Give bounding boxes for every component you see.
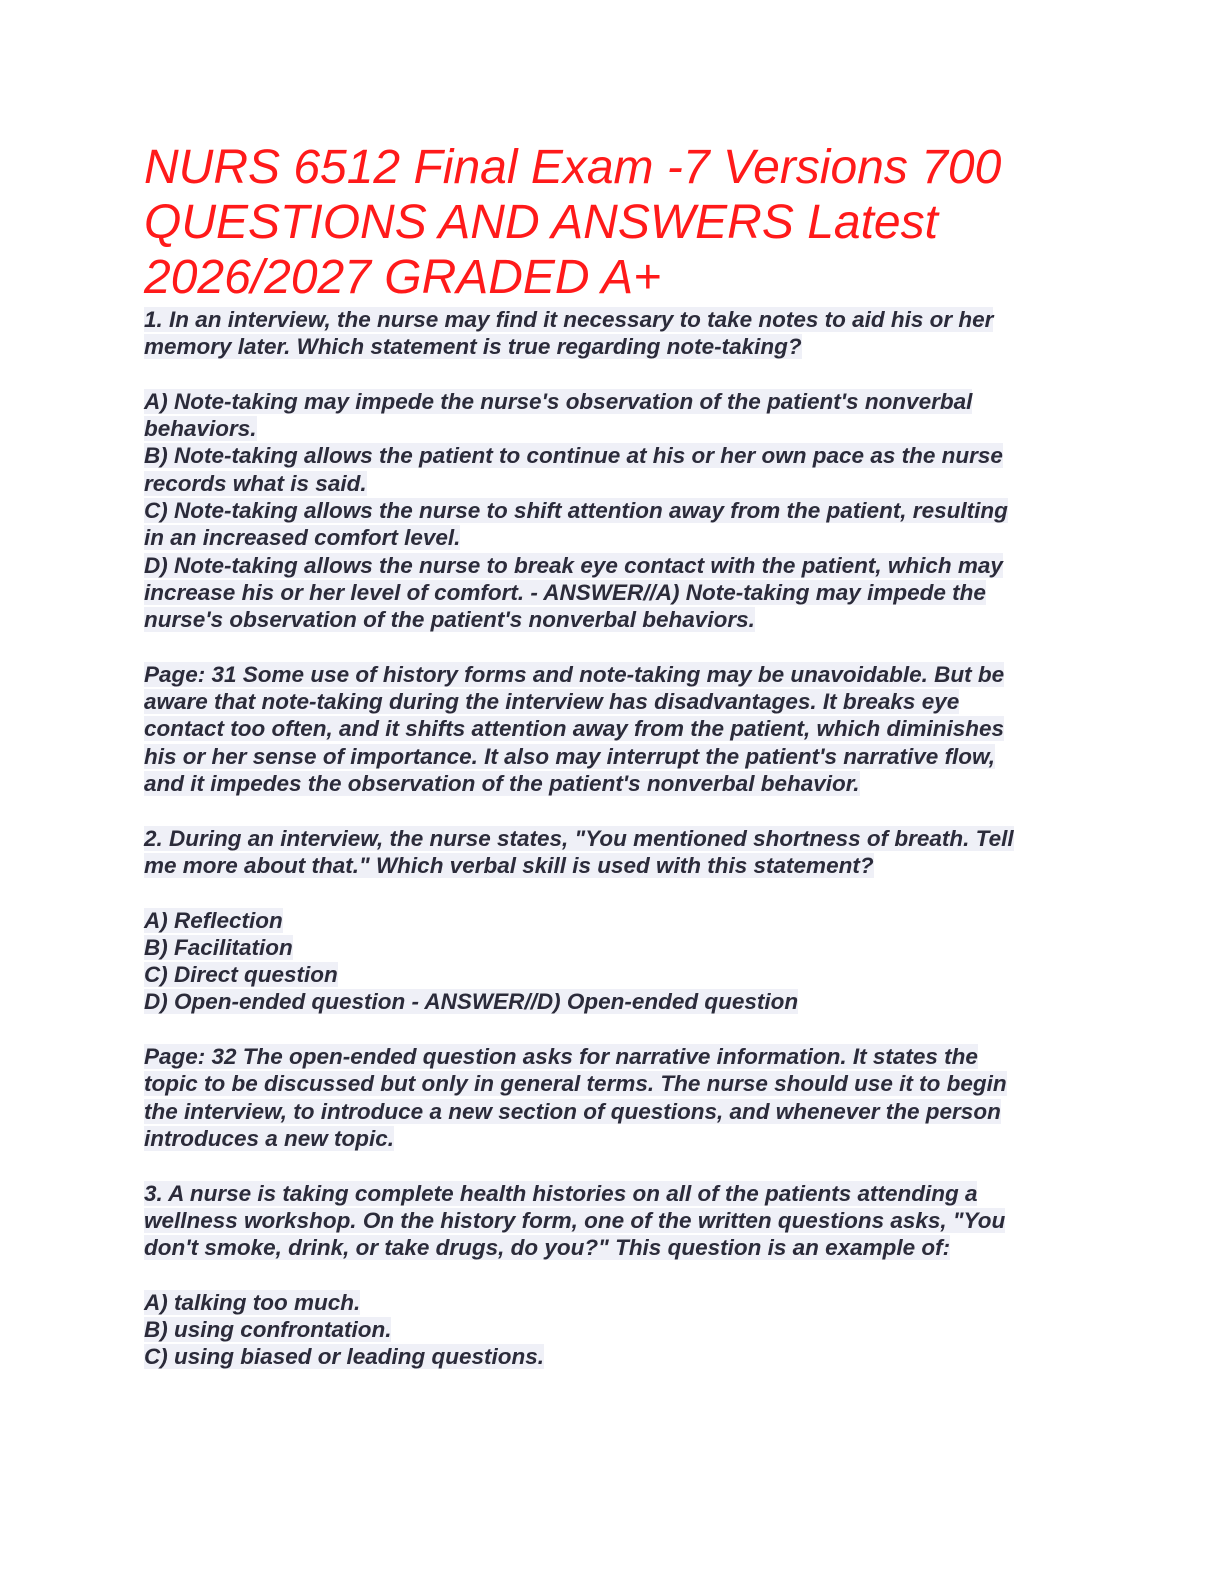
text-line: wellness workshop. On the history form, one of the written questions asks, "You (144, 1207, 1006, 1233)
text-line: A) talking too much. (144, 1289, 361, 1315)
text-line: behaviors. (144, 416, 257, 442)
text-line: 2. During an interview, the nurse states, "You mentioned shortness of breath. Tell (144, 825, 1014, 851)
text-line: Page: 31 Some use of history forms and note-taking may be unavoidable. But be (144, 661, 1005, 687)
text-line: his or her sense of importance. It also may interrupt the patient's narrative flow, (144, 743, 995, 769)
text-line: increase his or her level of comfort. - ANSWER//A) Note-taking may impede the (144, 579, 986, 605)
text-line: introduces a new topic. (144, 1125, 395, 1151)
question-1-options (144, 388, 1084, 634)
text-line: Page: 32 The open-ended question asks for narrative information. It states the (144, 1044, 978, 1070)
document-body (144, 306, 1084, 1398)
text-line: in an increased comfort level. (144, 525, 461, 551)
text-line: me more about that." Which verbal skill is used with this statement? (144, 852, 874, 878)
text-line: memory later. Which statement is true regarding note-taking? (144, 334, 802, 360)
text-line: records what is said. (144, 470, 367, 496)
text-line: aware that note-taking during the interview has disadvantages. It breaks eye (144, 689, 960, 715)
text-line: D) Note-taking allows the nurse to break eye contact with the patient, which may (144, 552, 1003, 578)
title-line: QUESTIONS AND ANSWERS Latest (144, 196, 938, 249)
text-line: A) Note-taking may impede the nurse's observation of the patient's nonverbal (144, 388, 973, 414)
question-2-options (144, 907, 1084, 1016)
text-line: nurse's observation of the patient's nonverbal behaviors. (144, 607, 755, 633)
text-line: 1. In an interview, the nurse may find it necessary to take notes to aid his or her (144, 307, 994, 332)
text-line: A) Reflection (144, 907, 283, 933)
text-line: don't smoke, drink, or take drugs, do you?" This question is an example of: (144, 1235, 951, 1261)
question-2 (144, 825, 1084, 880)
text-line: B) Note-taking allows the patient to continue at his or her own pace as the nurse (144, 443, 1003, 469)
document-title (144, 140, 1104, 305)
text-line: and it impedes the observation of the patient's nonverbal behavior. (144, 771, 860, 797)
question-1-rationale (144, 661, 1084, 797)
title-line: NURS 6512 Final Exam -7 Versions 700 (144, 141, 1002, 194)
text-line: topic to be discussed but only in general terms. The nurse should use it to begin (144, 1071, 1007, 1097)
text-line: contact too often, and it shifts attention away from the patient, which diminishes (144, 716, 1005, 742)
text-line: B) Facilitation (144, 934, 293, 960)
text-line: B) using confrontation. (144, 1316, 392, 1342)
question-1 (144, 306, 1084, 361)
title-line: 2026/2027 GRADED A+ (144, 251, 662, 304)
text-line: D) Open-ended question - ANSWER//D) Open-ended question (144, 989, 799, 1015)
text-line: C) Direct question (144, 962, 338, 988)
question-3-options (144, 1289, 1084, 1371)
question-3 (144, 1180, 1084, 1262)
text-line: C) using biased or leading questions. (144, 1344, 545, 1370)
text-line: C) Note-taking allows the nurse to shift attention away from the patient, resulting (144, 498, 1008, 524)
text-line: 3. A nurse is taking complete health histories on all of the patients attending a (144, 1180, 978, 1206)
question-2-rationale (144, 1043, 1084, 1152)
text-line: the interview, to introduce a new section of questions, and whenever the person (144, 1098, 1001, 1124)
